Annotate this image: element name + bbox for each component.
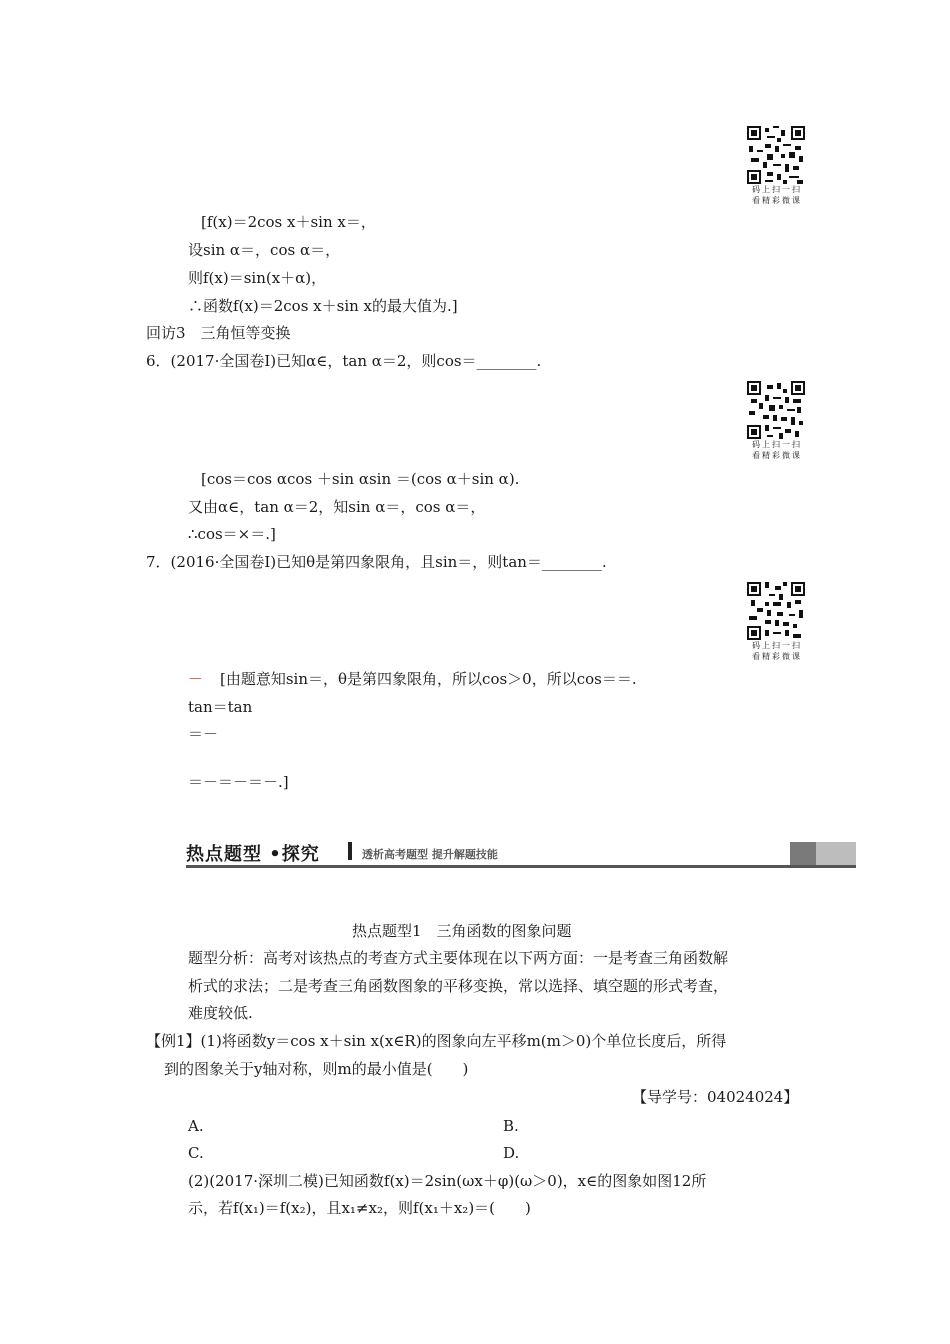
qr-code-icon: [747, 582, 805, 640]
banner-subtitle: 透析高考题型 提升解题技能: [362, 848, 498, 861]
answer-6-line-1: [cos＝cos αcos ＋sin αsin ＝(cos α＋sin α).: [201, 470, 520, 488]
qr-code-1[interactable]: [747, 126, 807, 206]
answer-6-line-3: ∴cos＝×＝.]: [188, 525, 276, 543]
answer-7-line-4: ＝－＝－＝－.]: [188, 773, 289, 791]
answer-6-line-2: 又由α∈，tan α＝2，知sin α＝，cos α＝，: [188, 498, 486, 516]
banner-underline: [186, 865, 856, 868]
qr-code-icon: [747, 126, 805, 184]
answer-5-line-3: 则f(x)＝sin(x＋α)，: [188, 269, 327, 287]
example-1-line-1: 【例1】(1)将函数y＝cos x＋sin x(x∈R)的图象向左平移m(m＞0)个单位长度后，所得: [146, 1032, 727, 1050]
qr-caption: 看精彩微课: [752, 196, 802, 205]
banner-divider: [348, 842, 352, 860]
banner-decoration: [790, 842, 816, 865]
qr-caption: 码上扫一扫: [752, 185, 802, 194]
guide-number: 【导学号：04024024】: [632, 1088, 799, 1106]
qr-code-2[interactable]: [747, 381, 807, 461]
hot-topic-title: 热点题型1 三角函数的图象问题: [352, 922, 572, 940]
qr-caption: 码上扫一扫: [752, 440, 802, 449]
qr-caption: 码上扫一扫: [752, 641, 802, 650]
qr-caption: 看精彩微课: [752, 652, 802, 661]
option-b[interactable]: B.: [503, 1117, 519, 1135]
answer-5-line-2: 设sin α＝，cos α＝，: [188, 241, 341, 259]
analysis-line-1: 题型分析：高考对该热点的考查方式主要体现在以下两方面：一是考查三角函数解: [188, 949, 729, 967]
example-1-line-2: 到的图象关于y轴对称，则m的最小值是( ): [164, 1060, 469, 1078]
banner-title: 热点题型 •探究: [186, 844, 320, 865]
option-a[interactable]: A.: [188, 1117, 204, 1135]
qr-caption: 看精彩微课: [752, 451, 802, 460]
example-1-part-2-line-2: 示，若f(x₁)＝f(x₂)，且x₁≠x₂，则f(x₁＋x₂)＝( ): [188, 1199, 531, 1217]
answer-7-line-2: tan＝tan: [188, 698, 253, 716]
analysis-line-2: 析式的求法；二是考查三角函数图象的平移变换，常以选择、填空题的形式考查，: [188, 977, 729, 995]
answer-5-line-4: ∴函数f(x)＝2cos x＋sin x的最大值为.]: [188, 297, 458, 315]
answer-5-line-1: [f(x)＝2cos x＋sin x＝，: [201, 213, 376, 231]
answer-7-line-1: [由题意知sin＝，θ是第四象限角，所以cos＞0，所以cos＝＝.: [220, 670, 637, 688]
option-d[interactable]: D.: [503, 1144, 520, 1162]
question-7: 7．(2016·全国卷Ⅰ)已知θ是第四象限角，且sin＝，则tan＝________.: [146, 553, 607, 571]
option-c[interactable]: C.: [188, 1144, 204, 1162]
banner-decoration: [816, 842, 856, 865]
answer-7-line-3: ＝－: [188, 725, 219, 743]
qr-code-3[interactable]: [747, 582, 807, 662]
answer-7-dash: －: [188, 670, 204, 688]
question-6: 6．(2017·全国卷Ⅰ)已知α∈，tan α＝2，则cos＝________.: [146, 352, 542, 370]
section-banner: [186, 838, 856, 870]
qr-code-icon: [747, 381, 805, 439]
section-heading: 回访3 三角恒等变换: [146, 324, 291, 342]
example-1-part-2-line-1: (2)(2017·深圳二模)已知函数f(x)＝2sin(ωx＋φ)(ω＞0)，x∈的图象如图12所: [188, 1172, 707, 1190]
analysis-line-3: 难度较低.: [188, 1004, 253, 1022]
